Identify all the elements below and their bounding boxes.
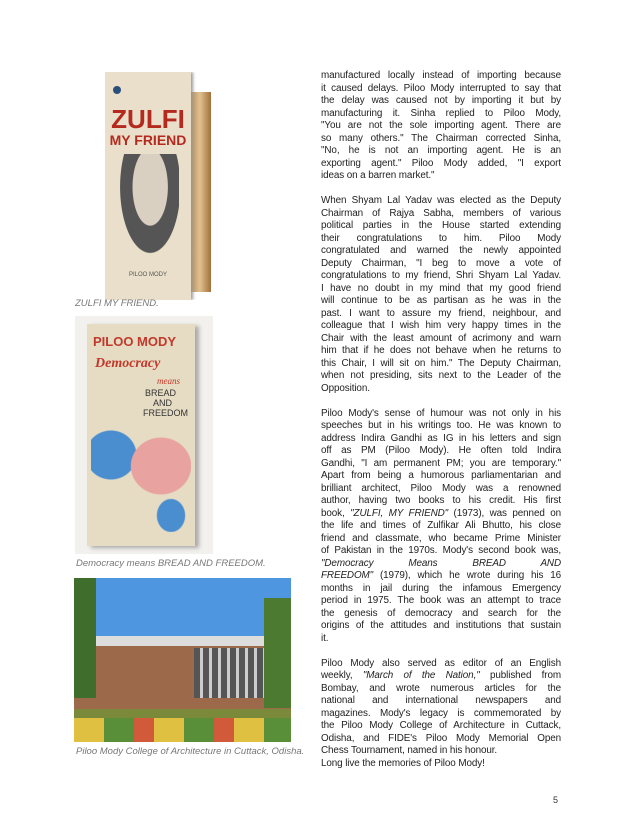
text-line: past. I want to assure my friend, neighbour, and — [321, 307, 561, 319]
publisher-logo-icon — [113, 86, 121, 94]
figure-caption: ZULFI MY FRIEND. — [75, 298, 159, 309]
text-line: it. — [321, 632, 329, 644]
college-building-photo — [74, 578, 291, 742]
page-number: 5 — [553, 795, 559, 805]
cover-title-word: AND — [153, 398, 173, 408]
text-line: origins of the attitudes and institutions that sustain — [321, 620, 561, 631]
paragraph — [321, 70, 561, 183]
cover-title: ZULFI — [111, 104, 185, 134]
text-line: the genesis of democracy and search for the — [321, 607, 561, 619]
text-line: author, having two books to his credit. His first — [321, 495, 561, 506]
text-line: colleague that I wish him very happy times in the — [321, 320, 561, 331]
text-line: Bombay, and wrote numerous articles for the — [321, 682, 561, 694]
text-line: this Chair, I will sit on him." The Deputy Chairman, — [321, 357, 561, 369]
cover-author: PILOO MODY — [128, 272, 167, 278]
text-line: manufacturing it. Sinha replied to Piloo Mody, — [321, 107, 561, 119]
text-line: will continue to be as partisan as he was in the — [321, 295, 561, 306]
text-line: Chess Tournament, named in his honour. — [321, 745, 498, 756]
figure-caption: Democracy means BREAD AND FREEDOM. — [76, 558, 266, 569]
text-line: when not presiding, sits next to the Leader of the — [321, 370, 561, 381]
text-line: political parties in the House started extending — [321, 220, 561, 231]
text-line: the Piloo Mody College of Architecture in Cuttack, — [321, 720, 561, 731]
text-line: exporting agent." Piloo Mody added, "I export — [321, 157, 561, 169]
figure-caption: Piloo Mody College of Architecture in Cuttack, Odisha. — [76, 746, 305, 757]
article-text-column — [321, 70, 561, 783]
paragraph — [321, 658, 561, 758]
text-line: "You are not the sole importing agent. There are — [321, 120, 561, 131]
map-illustration — [91, 422, 191, 532]
text-line: congratulations to my friend, Shri Shyam Lal Yadav. — [321, 270, 561, 281]
cover-title-word: BREAD — [145, 388, 177, 398]
text-line: Apart from being a humorous parliamentarian and — [321, 470, 561, 481]
text-line: off as PM (Piloo Mody). He often told Indira — [321, 445, 561, 456]
text-line: Chair with the least amount of acrimony and warn — [321, 332, 561, 344]
text-line: book, "ZULFI, MY FRIEND" (1973), was penned on — [321, 507, 561, 519]
text-line: the delay was caused not by importing it but by — [321, 95, 561, 106]
democracy-means-bread-and-freedom-book-image — [75, 316, 213, 554]
text-line: period in 1975. The book was an attempt to trace — [321, 595, 561, 606]
text-line: of Pakistan in the 1970s. Mody's second book was, — [321, 545, 561, 556]
text-line: brilliant architect, Piloo Mody was a renowned — [321, 482, 561, 494]
text-line: months in jail during the infamous Emergency — [321, 582, 561, 594]
cover-author: PILOO MODY — [93, 334, 177, 349]
text-line: "Democracy Means BREAD AND — [321, 557, 561, 569]
paragraph — [321, 408, 561, 646]
text-line: ideas on a barren market." — [321, 170, 435, 181]
text-line: I have no doubt in my mind that my good friend — [321, 282, 561, 294]
text-line: Long live the memories of Piloo Mody! — [321, 757, 485, 769]
paragraph — [321, 195, 561, 395]
text-line: When Shyam Lal Yadav was elected as the Deputy — [321, 195, 561, 206]
text-line: Piloo Mody also served as editor of an English — [321, 657, 561, 669]
text-line: him that if he does not behave when he returns to — [321, 345, 561, 356]
text-line: their congratulations to him. Piloo Mody — [321, 232, 561, 244]
text-line: Odisha, and FIDE's Piloo Mody Memorial Open — [321, 732, 561, 744]
text-line: manufactured locally instead of importing because — [321, 70, 561, 81]
cover-title-word: FREEDOM — [143, 408, 188, 418]
text-line: so many others." The Chairman corrected Sinha, — [321, 132, 561, 144]
text-line: FREEDOM" (1979), which he wrote during his 16 — [321, 570, 561, 581]
text-line: speeches but in his writings too. He was known to — [321, 420, 561, 431]
cover-subtitle: MY FRIEND — [109, 132, 187, 148]
text-line: friend and classmate, who became Prime Minister — [321, 532, 561, 544]
cover-title-word: means — [157, 376, 180, 386]
text-line: Opposition. — [321, 382, 370, 394]
text-line: magazines. Mody's legacy is commemorated by — [321, 707, 561, 719]
text-line: Chairman of Rajya Sabha, members of various — [321, 207, 561, 219]
text-line: Piloo Mody's sense of humour was not only in his — [321, 407, 561, 419]
portrait — [115, 154, 179, 264]
text-line: congratulated and warned the newly appointed — [321, 245, 561, 256]
text-line: "No, he is not an importing agent. He is an — [321, 145, 561, 156]
text-line: the life and times of Zulfikar Ali Bhutto, his close — [321, 520, 561, 531]
zulfi-my-friend-book-image — [105, 72, 211, 300]
text-line: weekly, "March of the Nation," published from — [321, 670, 562, 681]
cover-title: Democracy — [95, 356, 161, 371]
text-line: national and international newspapers and — [321, 695, 561, 706]
text-line: it caused delays. Piloo Mody interrupted to say that — [321, 82, 561, 94]
text-line: Gandhi, "I am permanent PM; you are temporary." — [321, 457, 561, 469]
text-line: address Indira Gandhi as IG in his letters and sign — [321, 432, 561, 444]
text-line: Deputy Chairman, "I beg to move a vote of — [321, 257, 561, 269]
paragraph — [321, 758, 561, 771]
